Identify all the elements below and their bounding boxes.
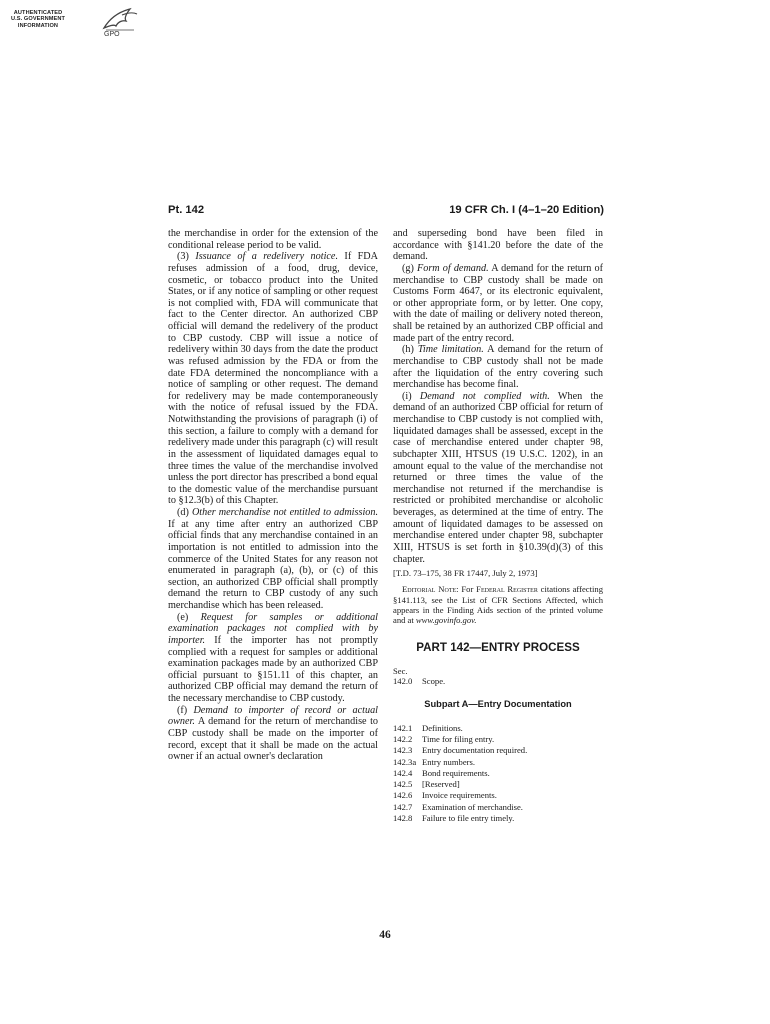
- right-column: [393, 228, 603, 824]
- seal-gpo-label: GPO: [104, 31, 120, 38]
- page-number: 46: [379, 929, 391, 941]
- part-heading: PART 142—ENTRY PROCESS: [416, 641, 580, 655]
- gpo-authentication-seal: [8, 4, 140, 48]
- toc-item[interactable]: 142.7 Examination of merchandise.: [393, 801, 523, 812]
- paragraph: the merchandise in order for the extension of the conditional release period to be valid.: [168, 228, 378, 251]
- paragraph-e: (e) Request for samples or additional examination packages not complied with by importer. If the importer has not promptly complied with a request for samples or additional examination packages made by an authorized CBP official pursuant to §151.11 of this chapter, an authorized CBP official may demand the return of the necessary merchandise to CBP custody.: [168, 611, 379, 704]
- table-of-contents: [393, 723, 603, 825]
- toc-item[interactable]: 142.5 [Reserved]: [393, 779, 460, 790]
- seal-text: AUTHENTICATED U.S. GOVERNMENT INFORMATION: [10, 10, 66, 29]
- sec-label: Sec.: [393, 665, 408, 676]
- toc-item[interactable]: 142.1 Definitions.: [393, 722, 463, 733]
- toc-item[interactable]: 142.2 Time for filing entry.: [393, 733, 495, 744]
- toc-item[interactable]: 142.6 Invoice requirements.: [393, 790, 497, 801]
- paragraph-i: (i) Demand not complied with. When the demand of an authorized CBP official for return of merchandise to CBP custody is not complied with, liquidated damages shall be assessed, except in the case of merchandise entered under chapter 98, subchapter XIII, HTSUS (19 U.S.C. 1202), in an amount equal to the value of the merchandise not returned or three times the value of the merchandise not returned if the merchandise is restricted or prohibited merchandise or alcoholic beverages, as determined at the time of entry. The amount of liquidated damages to be assessed on merchandise entered under chapter 98, subchapter XIII, HTSUS is set forth in §10.39(d)(3) of this chapter.: [393, 390, 603, 565]
- toc-item[interactable]: 142.4 Bond requirements.: [393, 767, 490, 778]
- paragraph: and superseding bond have been filed in accordance with §141.20 before the date of the demand.: [393, 228, 603, 263]
- subpart-heading: Subpart A—Entry Documentation: [424, 699, 572, 710]
- toc-item[interactable]: 142.8 Failure to file entry timely.: [393, 813, 515, 824]
- paragraph-d: (d) Other merchandise not entitled to admission. If at any time after entry an authorized CBP official finds that any merchandise contained in an importation is not entitled to admission into the commerce of the United States for any reason not enumerated in paragraph (a), (b), or (c) of this section, an authorized CBP official shall promptly demand the return to CBP custody of any such merchandise which has been released.: [168, 507, 379, 611]
- paragraph-c3: (3) Issuance of a redelivery notice. If FDA refuses admission of a food, drug, device, cosmetic, or tobacco product into the United States, or if any notice of sampling or other request is not complied with, FDA will communicate that fact to the Center director. An authorized CBP official will demand the redelivery of the product to CBP custody. CBP will issue a notice of redelivery within 30 days from the date the product was refused admission by the FDA or from the date FDA determined the noncompliance with a notice of sampling or other request. The demand for redelivery may be made contemporaneously with the notice of refusal issued by the FDA. Notwithstanding the provisions of paragraph (i) of this section, a failure to comply with a demand for redelivery made under this paragraph (c) will result in the assessment of liquidated damages equal to three times the value of the merchandise involved unless the port director has prescribed a bond equal to the domestic value of the merchandise pursuant to §12.3(b) of this Chapter.: [168, 251, 379, 507]
- toc-item[interactable]: 142.3 Entry documentation required.: [393, 745, 528, 756]
- toc-item-scope[interactable]: 142.0 Scope.: [393, 675, 446, 686]
- paragraph-g: (g) Form of demand. A demand for the return of merchandise to CBP custody shall be made on Customs Form 4647, or its electronic equivalent, or other appropriate form, or by letter. One copy, with the date of mailing or delivery noted thereon, shall be retained by an authorized CBP official and made part of the entry record.: [393, 262, 603, 344]
- source-citation: [T.D. 73–175, 38 FR 17447, July 2, 1973]: [393, 568, 538, 579]
- running-head: [168, 204, 604, 220]
- toc-item[interactable]: 142.3a Entry numbers.: [393, 756, 475, 767]
- edition-label: 19 CFR Ch. I (4–1–20 Edition): [449, 204, 604, 216]
- govinfo-link[interactable]: www.govinfo.gov.: [415, 614, 477, 625]
- left-column: [168, 228, 378, 763]
- paragraph-f: (f) Demand to importer of record or actual owner. A demand for the return of merchandise to CBP custody shall be made on the importer of record, except that it shall be made on the actual owner if an actual owner's declaration: [168, 704, 378, 763]
- editorial-note: Editorial Note: For Federal Register citations affecting §141.113, see the List of CFR Sections Affected, which appears in the Finding Aids section of the printed volume and at www.govinfo.gov.: [393, 584, 603, 625]
- part-number: Pt. 142: [168, 204, 205, 216]
- paragraph-h: (h) Time limitation. A demand for the return of merchandise to CBP custody shall not be made after the liquidation of the entry covering such merchandise has become final.: [393, 344, 603, 391]
